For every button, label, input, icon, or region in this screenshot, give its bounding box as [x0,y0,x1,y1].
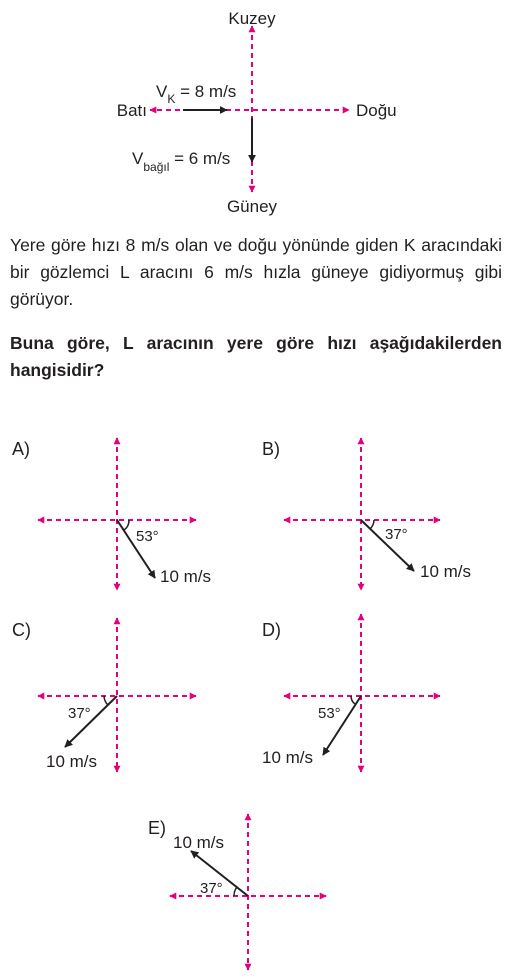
option-b-angle-arc [370,520,374,529]
option-a[interactable] [12,438,211,590]
option-b-letter: B) [262,439,280,459]
option-c-angle: 37° [68,705,91,722]
question-text: Yere göre hızı 8 m/s olan ve doğu yönünde giden K aracındaki bir gözlemci L aracını 6 m/s hızla güneye gidiyormuş gibi görüyor. [10,235,502,309]
east-label: Doğu [356,101,397,120]
vrel-label [132,149,230,174]
option-b[interactable] [262,438,471,590]
vk-main: V [156,82,168,101]
west-label: Batı [116,101,147,120]
vrel-sub: bağıl [143,160,170,174]
vk-value: = 8 m/s [175,82,237,101]
vk-label [156,82,236,106]
option-a-angle: 53° [136,528,159,545]
option-b-angle: 37° [385,526,408,543]
option-d-angle-arc [351,696,355,704]
option-d-speed: 10 m/s [262,748,314,767]
south-label: Güney [226,197,278,216]
reference-figure [117,9,397,216]
vk-sub: K [167,92,176,106]
vrel-main: V [132,149,144,168]
option-d-letter: D) [262,620,281,640]
option-e-angle-arc [234,887,237,896]
option-c-speed: 10 m/s [46,752,98,771]
north-label: Kuzey [228,9,276,28]
option-c[interactable] [12,618,196,772]
option-e-speed: 10 m/s [173,833,225,852]
option-e[interactable] [148,814,326,970]
option-a-angle-arc [124,520,129,530]
option-d-angle: 53° [318,705,341,722]
option-d[interactable] [262,614,440,772]
option-a-speed: 10 m/s [160,567,212,586]
option-c-letter: C) [12,620,31,640]
option-e-angle: 37° [200,880,223,897]
vrel-value: = 6 m/s [169,149,231,168]
option-a-letter: A) [12,439,30,459]
question-prompt: Buna göre, L aracının yere göre hızı aşağıdakilerden hangisidir? [10,333,502,380]
option-c-angle-arc [104,696,108,705]
option-b-speed: 10 m/s [420,562,472,581]
option-e-letter: E) [148,818,166,838]
